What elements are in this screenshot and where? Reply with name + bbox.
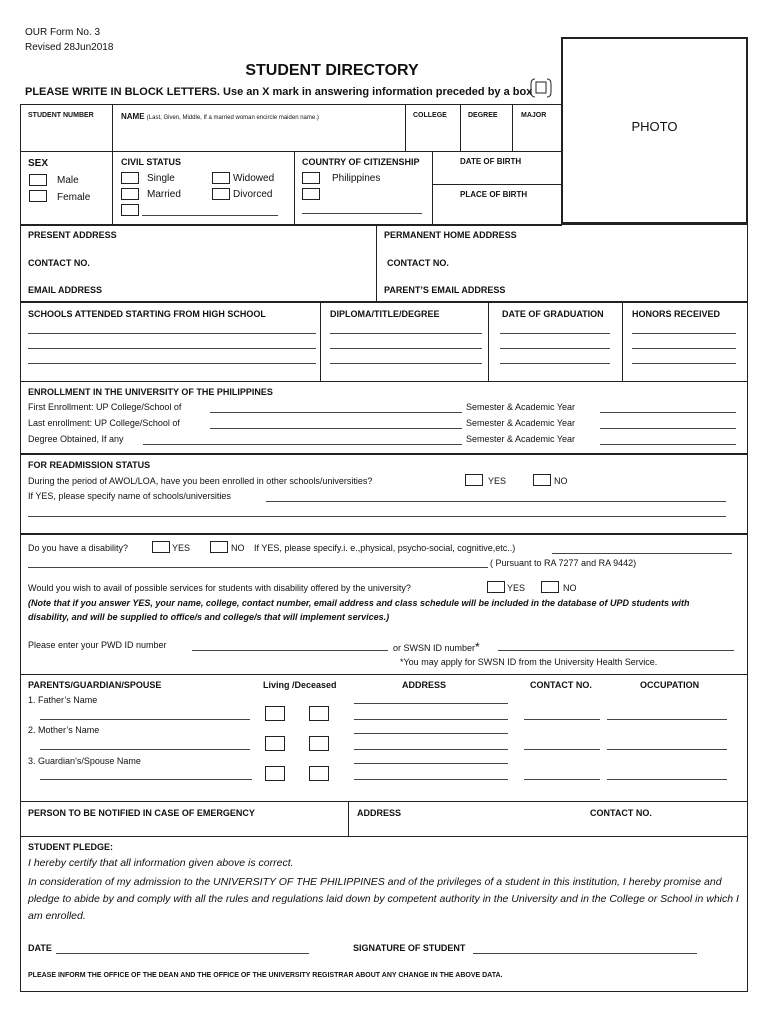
diploma-line[interactable] [330,348,482,349]
divorced-checkbox[interactable] [212,188,230,200]
honors-line[interactable] [632,348,736,349]
guardian-name-field[interactable] [40,779,252,780]
emergency-address-label: ADDRESS [357,808,402,818]
other-status-checkbox[interactable] [121,204,139,216]
permanent-address-label: PERMANENT HOME ADDRESS [384,230,517,240]
philippines-checkbox[interactable] [302,172,320,184]
last-enrollment-label: Last enrollment: UP College/School of [28,418,180,428]
readmission-specify-label: If YES, please specify name of schools/universities [28,491,231,501]
mother-name-field[interactable] [40,749,250,750]
readmission-no-checkbox[interactable] [533,474,551,486]
married-checkbox[interactable] [121,188,139,200]
widowed-label: Widowed [233,173,275,184]
readmission-question: During the period of AWOL/LOA, have you been enrolled in other schools/universities? [28,476,373,486]
father-name-label: 1. Father’s Name [28,695,98,705]
form-number: OUR Form No. 3 [25,27,101,38]
parents-address-label: ADDRESS [402,680,447,690]
swsn-id-label: or SWSN ID number* [393,640,480,654]
college-label: COLLEGE [413,112,447,119]
father-occupation-field[interactable] [607,719,727,720]
guardian-occupation-field[interactable] [607,779,727,780]
email-label: EMAIL ADDRESS [28,285,103,295]
last-enrollment-field[interactable] [210,428,462,429]
instruction: PLEASE WRITE IN BLOCK LETTERS. Use an X mark in answering information preceded by a box [25,86,533,98]
single-label: Single [147,173,175,184]
graduation-line[interactable] [500,348,610,349]
male-checkbox[interactable] [29,174,47,186]
parent-email-label: PARENT’S EMAIL ADDRESS [384,285,506,295]
living-deceased-label: Living /Deceased [263,680,337,690]
parents-title: PARENTS/GUARDIAN/SPOUSE [28,680,162,690]
mother-living-checkbox[interactable] [265,736,285,751]
first-enrollment-field[interactable] [210,412,462,413]
avail-no-checkbox[interactable] [541,581,559,593]
emergency-person-label: PERSON TO BE NOTIFIED IN CASE OF EMERGENCY [28,808,255,818]
school-line[interactable] [28,333,316,334]
disability-specify-label: If YES, please specify.i. e.,physical, psycho-social, cognitive,etc..) [254,543,516,553]
father-address-field-2[interactable] [354,719,508,720]
citizenship-label: COUNTRY OF CITIZENSHIP [302,157,420,167]
widowed-checkbox[interactable] [212,172,230,184]
disability-no-label: NO [231,543,245,553]
semester-label: Semester & Academic Year [466,402,576,412]
degree-obtained-field[interactable] [143,444,462,445]
avail-question: Would you wish to avail of possible services for students with disability offered by the university? [28,583,411,593]
disability-yes-label: YES [172,543,191,553]
readmission-yes-label: YES [488,476,507,486]
avail-yes-checkbox[interactable] [487,581,505,593]
divorced-label: Divorced [233,189,273,200]
photo-label: PHOTO [631,119,678,134]
guardian-address-field-2[interactable] [354,779,508,780]
disability-no-checkbox[interactable] [210,541,228,553]
diploma-line[interactable] [330,333,482,334]
father-deceased-checkbox[interactable] [309,706,329,721]
female-label: Female [57,192,91,203]
honors-line[interactable] [632,363,736,364]
graduation-line[interactable] [500,333,610,334]
father-address-field[interactable] [354,703,508,704]
readmission-title: FOR READMISSION STATUS [28,460,151,470]
last-semester-field[interactable] [600,428,736,429]
other-country-field[interactable] [302,213,422,214]
disability-specify-field[interactable] [552,553,732,554]
emergency-section [20,801,748,837]
mother-address-field-2[interactable] [354,749,508,750]
dob-label: DATE OF BIRTH [460,157,522,166]
single-checkbox[interactable] [121,172,139,184]
guardian-contact-field[interactable] [524,779,600,780]
male-label: Male [57,175,79,186]
readmission-no-label: NO [554,476,568,486]
pledge-certify: I hereby certify that all information given above is correct. [28,857,294,869]
civil-status-label: CIVIL STATUS [121,157,182,167]
guardian-deceased-checkbox[interactable] [309,766,329,781]
pledge-text: In consideration of my admission to the UNIVERSITY OF THE PHILIPPINES and of the privileges of a student in this institution, I hereby promise and pledge to abide by and comply with all the rules and regulations laid down by competent authority in the University and in the College or School in which I am enrolled. [28,876,739,922]
graduation-line[interactable] [500,363,610,364]
pursuant-note: ( Pursuant to RA 7277 and RA 9442) [490,558,637,568]
footer-note: PLEASE INFORM THE OFFICE OF THE DEAN AND THE OFFICE OF THE UNIVERSITY REGISTRAR ABOUT ANY CHANGE IN THE ABOVE DATA. [28,972,503,979]
first-enrollment-label: First Enrollment: UP College/School of [28,402,182,412]
degree-label: DEGREE [468,112,498,119]
present-address-label: PRESENT ADDRESS [28,230,117,240]
parents-section [20,674,748,802]
photo-box[interactable] [561,37,748,224]
date-label: DATE [28,943,52,953]
graduation-label: DATE OF GRADUATION [502,309,604,319]
avail-no-label: NO [563,583,577,593]
semester-label: Semester & Academic Year [466,418,576,428]
revised-date: Revised 28Jun2018 [25,42,114,53]
honors-line[interactable] [632,333,736,334]
guardian-living-checkbox[interactable] [265,766,285,781]
diploma-label: DIPLOMA/TITLE/DEGREE [330,309,440,319]
major-label: MAJOR [521,112,547,119]
avail-yes-label: YES [507,583,526,593]
married-label: Married [147,189,181,200]
disability-yes-checkbox[interactable] [152,541,170,553]
honors-label: HONORS RECEIVED [632,309,721,319]
diploma-line[interactable] [330,363,482,364]
philippines-label: Philippines [332,173,381,184]
swsn-id-field[interactable] [498,650,734,651]
first-semester-field[interactable] [600,412,736,413]
father-contact-field[interactable] [524,719,600,720]
name-label: NAME (Last, Given, Middle, If a married woman encircle maiden name.) [121,112,319,121]
contact-label: CONTACT NO. [28,258,90,268]
schools-attended-label: SCHOOLS ATTENDED STARTING FROM HIGH SCHOOL [28,309,266,319]
readmission-specify-field-2[interactable] [28,516,726,517]
disability-database-note: (Note that if you answer YES, your name, college, contact number, email address and class schedule will be included in the database of UPD students with disability, and will be supplied to office/s and college/s that will implement services.) [28,598,690,622]
page-title: STUDENT DIRECTORY [245,62,419,79]
pob-label: PLACE OF BIRTH [460,190,528,199]
father-living-checkbox[interactable] [265,706,285,721]
student-number-label: STUDENT NUMBER [28,112,94,119]
sex-label: SEX [28,158,49,169]
disability-question: Do you have a disability? [28,543,129,553]
checkbox-example-icon [530,78,552,98]
signature-label: SIGNATURE OF STUDENT [353,943,466,953]
mother-deceased-checkbox[interactable] [309,736,329,751]
permanent-contact-label: CONTACT NO. [387,258,449,268]
school-line[interactable] [28,348,316,349]
other-country-checkbox[interactable] [302,188,320,200]
mother-contact-field[interactable] [524,749,600,750]
pledge-title: STUDENT PLEDGE: [28,842,114,852]
semester-label: Semester & Academic Year [466,434,576,444]
enrollment-title: ENROLLMENT IN THE UNIVERSITY OF THE PHILIPPINES [28,387,273,397]
female-checkbox[interactable] [29,190,47,202]
pwd-id-label: Please enter your PWD ID number [28,640,167,650]
parents-contact-label: CONTACT NO. [530,680,592,690]
guardian-address-field[interactable] [354,763,508,764]
father-name-field[interactable] [40,719,250,720]
readmission-yes-checkbox[interactable] [465,474,483,486]
parents-occupation-label: OCCUPATION [640,680,700,690]
guardian-name-label: 3. Guardian’s/Spouse Name [28,756,141,766]
school-line[interactable] [28,363,316,364]
other-status-field[interactable] [142,215,278,216]
swsn-note: *You may apply for SWSN ID from the University Health Service. [400,657,658,667]
date-field[interactable] [56,953,309,954]
signature-field[interactable] [473,953,697,954]
mother-occupation-field[interactable] [607,749,727,750]
mother-address-field[interactable] [354,733,508,734]
degree-semester-field[interactable] [600,444,736,445]
mother-name-label: 2. Mother’s Name [28,725,100,735]
disability-specify-field-2[interactable] [28,567,488,568]
emergency-contact-label: CONTACT NO. [590,808,652,818]
readmission-specify-field[interactable] [266,501,726,502]
pwd-id-field[interactable] [192,650,388,651]
degree-obtained-label: Degree Obtained, If any [28,434,124,444]
